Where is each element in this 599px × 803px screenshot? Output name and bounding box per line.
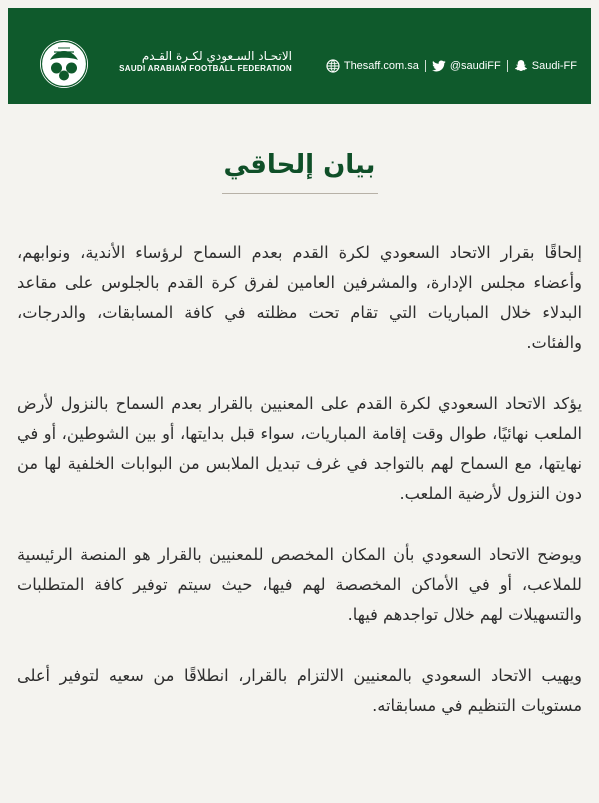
statement-body [17, 238, 582, 721]
website-text: Thesaff.com.sa [343, 60, 419, 72]
paragraph: ويوضح الاتحاد السعودي بأن المكان المخصص للمعنيين بالقرار هو المنصة الرئيسية للملاعب، أو في الأماكن المخصصة لهم فيها، حيث سيتم توفير كافة المتطلبات والتسهيلات لهم خلال تواجدهم فيها. [17, 545, 582, 624]
separator [425, 60, 426, 72]
twitter-link[interactable] [432, 59, 501, 73]
website-link[interactable] [326, 59, 419, 73]
federation-name-english: SAUDI ARABIAN FOOTBALL FEDERATION [119, 64, 292, 73]
document-title: بيان إلحاقي [223, 150, 376, 180]
twitter-handle: @saudiFF [449, 60, 501, 72]
title-divider [222, 193, 378, 194]
snapchat-link[interactable] [514, 59, 577, 73]
globe-icon [326, 59, 340, 73]
federation-header [8, 8, 591, 104]
paragraph: إلحاقًا بقرار الاتحاد السعودي لكرة القدم بعدم السماح لرؤساء الأندية، ونوابهم، وأعضاء مجلس الإدارة، والمشرفين العامين لفرق كرة القدم بالجلوس على مقاعد البدلاء خلال المباريات التي تقام تحت مظلته في كافة المسابقات، والدرجات، والفئات. [17, 243, 582, 352]
snapchat-handle: Saudi-FF [531, 60, 577, 72]
separator [507, 60, 508, 72]
football-federation-logo-icon [38, 38, 90, 90]
federation-name [102, 49, 292, 74]
federation-logo [38, 38, 90, 90]
social-links [326, 59, 577, 73]
paragraph: ويهيب الاتحاد السعودي بالمعنيين الالتزام بالقرار، انطلاقًا من سعيه لتوفير أعلى مستويات التنظيم في مسابقاته. [17, 666, 582, 715]
federation-name-arabic: الاتحـاد السـعودي لكـرة القـدم [141, 49, 292, 63]
snapchat-ghost-icon [514, 59, 528, 73]
paragraph: يؤكد الاتحاد السعودي لكرة القدم على المعنيين بالقرار بعدم السماح بالنزول لأرض الملعب نهائيًا، طوال وقت إقامة المباريات، سواء قبل بدايتها، أو بين الشوطين، أو في نهايتها، مع السماح لهم بالتواجد في غرف تبديل الملابس من البوابات الخلفية لها من دون النزول لأرضية الملعب. [17, 394, 582, 503]
twitter-bird-icon [432, 59, 446, 73]
